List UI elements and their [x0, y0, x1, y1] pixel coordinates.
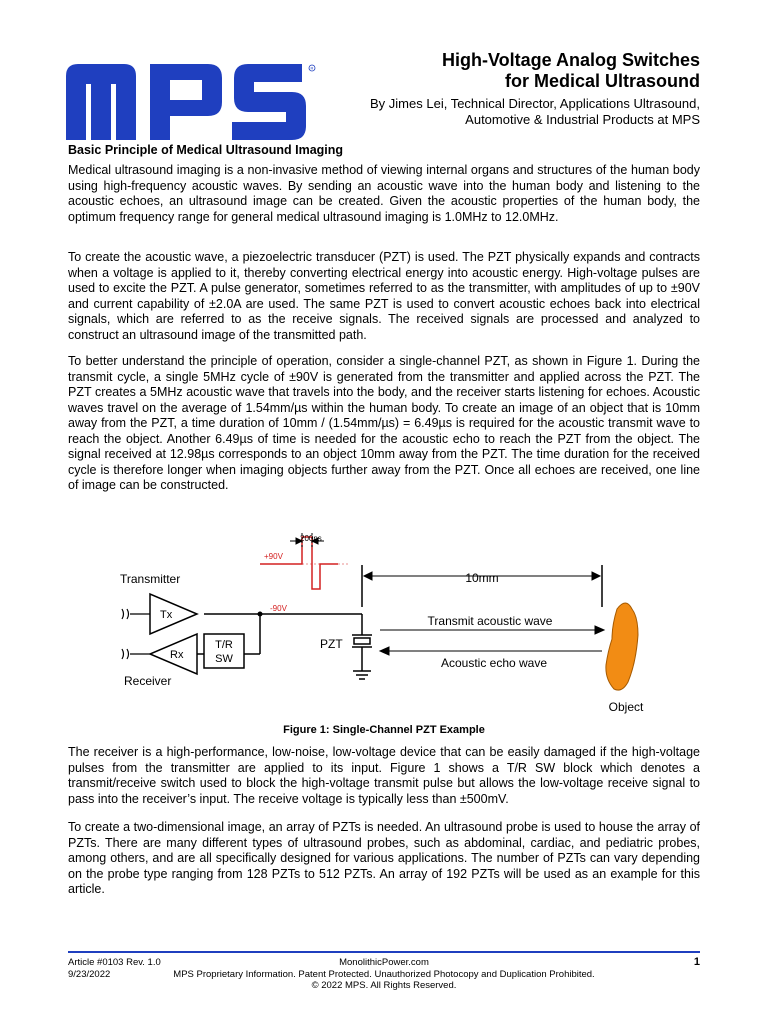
page-number: 1: [693, 956, 700, 968]
author-byline: [370, 96, 700, 128]
byline-line-1: By Jimes Lei, Technical Director, Applications Ultrasound,: [370, 96, 700, 111]
label-trsw-2: SW: [215, 653, 233, 665]
label-rx: Rx: [170, 649, 184, 661]
label-pulse-width: 200ns: [300, 534, 322, 543]
footer-article: Article #0103 Rev. 1.0: [68, 957, 161, 968]
footer-notice: MPS Proprietary Information. Patent Protected. Unauthorized Photocopy and Duplication Prohibited.: [173, 968, 595, 980]
paragraph-receiver: The receiver is a high-performance, low-noise, low-voltage device that can be easily damaged if the high-voltage pulses from the transmitter are applied to its input. Figure 1 shows a T/R SW block which denotes a transmit/receive switch used to block the high-voltage transmit pulse but allows the low-voltage receive signal to pass into the receiver’s input. The receive voltage is typically less than ±500mV.: [68, 745, 700, 806]
label-pzt: PZT: [320, 637, 343, 651]
article-title: [442, 50, 700, 92]
label-distance: 10mm: [465, 571, 499, 585]
footer-date: 9/23/2022: [68, 968, 111, 980]
label-object: Object: [608, 700, 644, 714]
object-shape: [606, 603, 638, 690]
mps-logo: [66, 64, 316, 140]
paragraph-operation: To better understand the principle of operation, consider a single-channel PZT, as shown in Figure 1. During the transmit cycle, a single 5MHz cycle of ±90V is generated from the transmitter and applied across the PZT. The PZT creates a 5MHz acoustic wave that travels into the body, and the receiver starts listening for echoes. Acoustic waves travel on the average of 1.54mm/µs within the human body. To create an image of an object that is 10mm away from the PZT, a time duration of 10mm / (1.54mm/µs) = 6.49µs is required for the acoustic transmit wave to reach the object. Another 6.49µs of time is needed for the acoustic echo to reach the PZT from the object. The signal received at 12.98µs corresponds to an object 10mm away from the PZT. The time duration for the received cycle is therefore longer when imaging objects further away from the PZT. Once all echoes are received, one line of image can be constructed.: [68, 354, 700, 492]
label-transmit-wave: Transmit acoustic wave: [427, 614, 553, 628]
label-receiver: Receiver: [124, 674, 172, 688]
label-trsw-1: T/R: [215, 639, 233, 651]
label-minus-voltage: -90V: [270, 604, 287, 613]
footer-website: MonolithicPower.com: [339, 957, 429, 968]
label-echo-wave: Acoustic echo wave: [440, 656, 548, 670]
footer-copyright: © 2022 MPS. All Rights Reserved.: [311, 980, 457, 991]
label-transmitter: Transmitter: [120, 572, 181, 586]
label-plus-voltage: +90V: [264, 552, 283, 561]
byline-line-2: Automotive & Industrial Products at MPS: [465, 112, 700, 127]
title-line-2: for Medical Ultrasound: [504, 71, 700, 91]
footer-center: [0, 957, 768, 992]
label-tx: Tx: [160, 609, 173, 621]
title-line-1: High-Voltage Analog Switches: [441, 50, 700, 70]
paragraph-intro: Medical ultrasound imaging is a non-invasive method of viewing internal organs and structures of the human body using high-frequency acoustic waves. By sending an acoustic wave into the human body and listening to the acoustic echoes, an ultrasound image can be created. Given the acoustic properties of the human body, the optimum frequency range for general medical ultrasound imaging is 1.0MHz to 12.0MHz.: [68, 163, 700, 224]
footer-divider: [68, 951, 700, 953]
paragraph-pzt: To create the acoustic wave, a piezoelectric transducer (PZT) is used. The PZT physically expands and contracts when a voltage is applied to it, thereby converting electrical energy into acoustic energy. High-voltage pulses are used to excite the PZT. A pulse generator, sometimes referred to as the transmitter, with amplitudes of up to ±90V and current capability of ±2.0A are used. The same PZT is used to convert acoustic echoes back into electrical signals, which are referred to as the receive signals. The received signals are processed and analyzed to construct an ultrasound image of the transmitted path.: [68, 250, 700, 342]
paragraph-array: To create a two-dimensional image, an array of PZTs is needed. An ultrasound probe is used to house the array of PZTs. There are many different types of ultrasound probes, such as abdominal, cardiac, and pediatric probes, among others, and are all specifically designed for various applications. The number of PZTs can vary depending on the probe type ranging from 128 PZTs to 512 PZTs. An array of 192 PZTs will be used as an example for this article.: [68, 820, 700, 896]
input-symbol-icon: [122, 609, 150, 659]
figure-caption: Figure 1: Single-Channel PZT Example: [283, 724, 485, 736]
svg-text:R: R: [310, 65, 314, 71]
section-heading: Basic Principle of Medical Ultrasound Imaging: [68, 143, 344, 157]
figure-single-channel-pzt: [90, 527, 680, 722]
